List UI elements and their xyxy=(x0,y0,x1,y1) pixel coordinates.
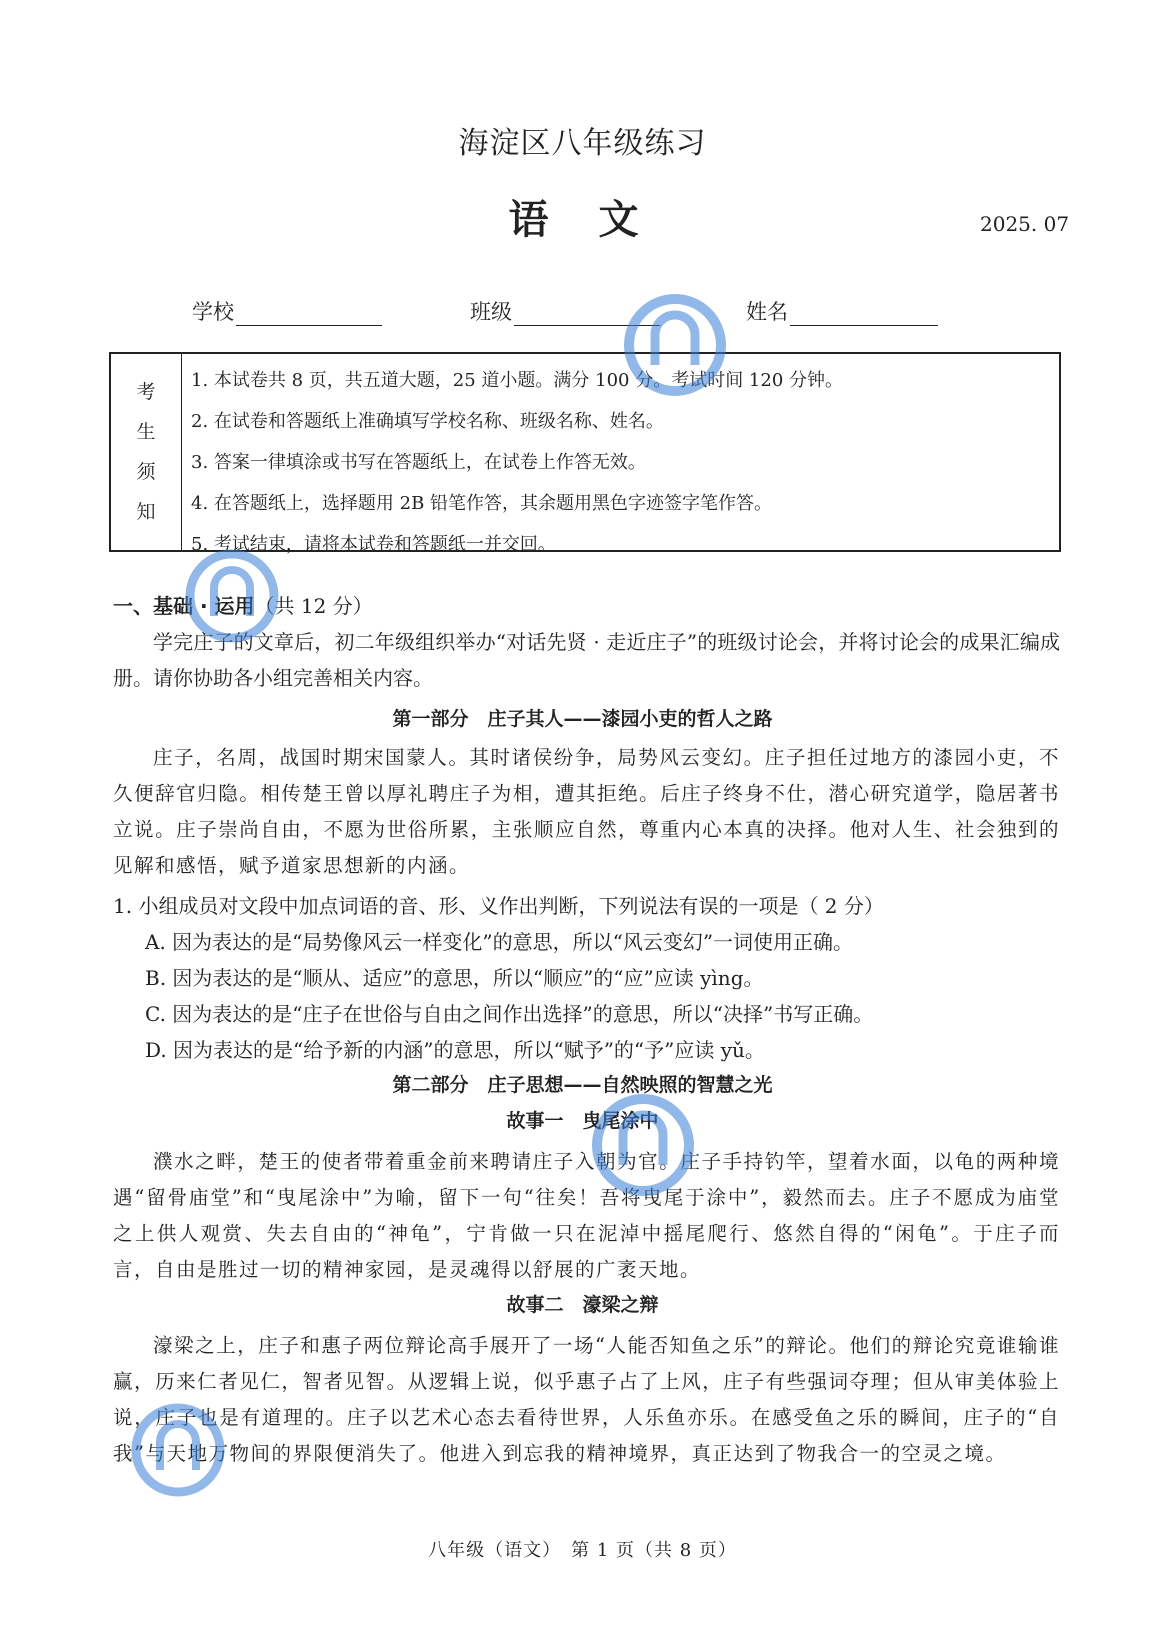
notice-label-char: 须 xyxy=(136,461,156,483)
section1-score: （共 12 分） xyxy=(254,594,373,618)
notice-item: 4. 在答题纸上，选择题用 2B 铅笔作答，其余题用黑色字迹签字笔作答。 xyxy=(191,493,773,514)
section1-title: 一、基础 · 运用 xyxy=(113,594,255,618)
notice-label xyxy=(111,354,182,550)
notice-item: 1. 本试卷共 8 页，共五道大题，25 道小题。满分 100 分。考试时间 120 分钟。 xyxy=(191,370,844,391)
school-field xyxy=(192,296,470,326)
question1-option-d: D. 因为表达的是“给予新的内涵”的意思，所以“赋予”的“予”应读 yǔ。 xyxy=(145,1038,765,1062)
exam-title: 海淀区八年级练习 xyxy=(458,126,707,161)
page-footer: 八年级（语文） 第 1 页（共 8 页） xyxy=(428,1540,737,1561)
student-info-fields xyxy=(192,296,992,326)
notice-item: 2. 在试卷和答题纸上准确填写学校名称、班级名称、姓名。 xyxy=(191,411,664,432)
part1-heading: 第一部分 庄子其人——漆园小吏的哲人之路 xyxy=(392,708,773,730)
section1-intro: 学完庄子的文章后，初二年级组织举办“对话先贤 · 走近庄子”的班级讨论会，并将讨论会的成果汇编成册。请你协助各小组完善相关内容。 xyxy=(113,630,1060,690)
notice-label-char: 考 xyxy=(136,381,156,403)
exam-date: 2025. 07 xyxy=(980,212,1070,236)
school-label: 学校 xyxy=(192,300,234,324)
notice-item: 5. 考试结束，请将本试卷和答题纸一并交回。 xyxy=(191,534,556,555)
notice-label-char: 生 xyxy=(136,421,156,443)
name-field xyxy=(746,296,938,326)
name-blank xyxy=(790,303,938,326)
watermark-logo-icon xyxy=(588,1090,698,1200)
part1-text: 庄子，名周，战国时期宋国蒙人。其时诸侯纷争，局势风云变幻。庄子担任过地方的漆园小吏，不久便辞官归隐。相传楚王曾以厚礼聘庄子为相，遭其拒绝。后庄子终身不仕，潜心研究道学，隐居著书立说。庄子崇尚自由，不愿为世俗所累，主张顺应自然，尊重内心本真的决择。他对人生、社会独到的见解和感悟，赋予道家思想新的内涵。 xyxy=(113,746,1060,877)
question1-stem: 1. 小组成员对文段中加点词语的音、形、义作出判断，下列说法有误的一项是（ 2 分） xyxy=(113,894,884,918)
story1-text: 濮水之畔，楚王的使者带着重金前来聘请庄子入朝为官。庄子手持钓竿，望着水面，以龟的两种境遇“留骨庙堂”和“曳尾涂中”为喻，留下一句“往矣！吾将曳尾于涂中”，毅然而去。庄子不愿成为庙堂之上供人观赏、失去自由的“神龟”，宁肯做一只在泥淖中摇尾爬行、悠然自得的“闲龟”。于庄子而言，自由是胜过一切的精神家园，是灵魂得以舒展的广袤天地。 xyxy=(113,1150,1060,1281)
subject-title: 语 文 xyxy=(508,196,657,243)
watermark-logo-icon xyxy=(128,1400,228,1500)
exam-notice-box xyxy=(109,352,1061,555)
question1-option-a: A. 因为表达的是“局势像风云一样变化”的意思，所以“风云变幻”一词使用正确。 xyxy=(145,930,854,954)
school-blank xyxy=(236,303,382,326)
watermark-logo-icon xyxy=(182,546,282,646)
part2-heading: 第二部分 庄子思想——自然映照的智慧之光 xyxy=(392,1074,773,1096)
watermark-logo-icon xyxy=(620,290,730,400)
notice-item: 3. 答案一律填涂或书写在答题纸上，在试卷上作答无效。 xyxy=(191,452,646,473)
story1-title: 故事一 曳尾涂中 xyxy=(506,1110,659,1132)
question1-option-c: C. 因为表达的是“庄子在世俗与自由之间作出选择”的意思，所以“决择”书写正确。 xyxy=(145,1002,874,1026)
question1-option-b: B. 因为表达的是“顺从、适应”的意思，所以“顺应”的“应”应读 yìng。 xyxy=(145,966,764,990)
name-label: 姓名 xyxy=(746,300,788,324)
story2-text: 濠梁之上，庄子和惠子两位辩论高手展开了一场“人能否知鱼之乐”的辩论。他们的辩论究竟谁输谁赢，历来仁者见仁，智者见智。从逻辑上说，似乎惠子占了上风，庄子有些强词夺理；但从审美体验上说，庄子也是有道理的。庄子以艺术心态去看待世界，人乐鱼亦乐。在感受鱼之乐的瞬间，庄子的“自我”与天地万物间的界限便消失了。他进入到忘我的精神境界，真正达到了物我合一的空灵之境。 xyxy=(113,1334,1060,1465)
class-label: 班级 xyxy=(470,300,512,324)
notice-label-char: 知 xyxy=(136,501,156,523)
story2-title: 故事二 濠梁之辩 xyxy=(506,1294,659,1316)
